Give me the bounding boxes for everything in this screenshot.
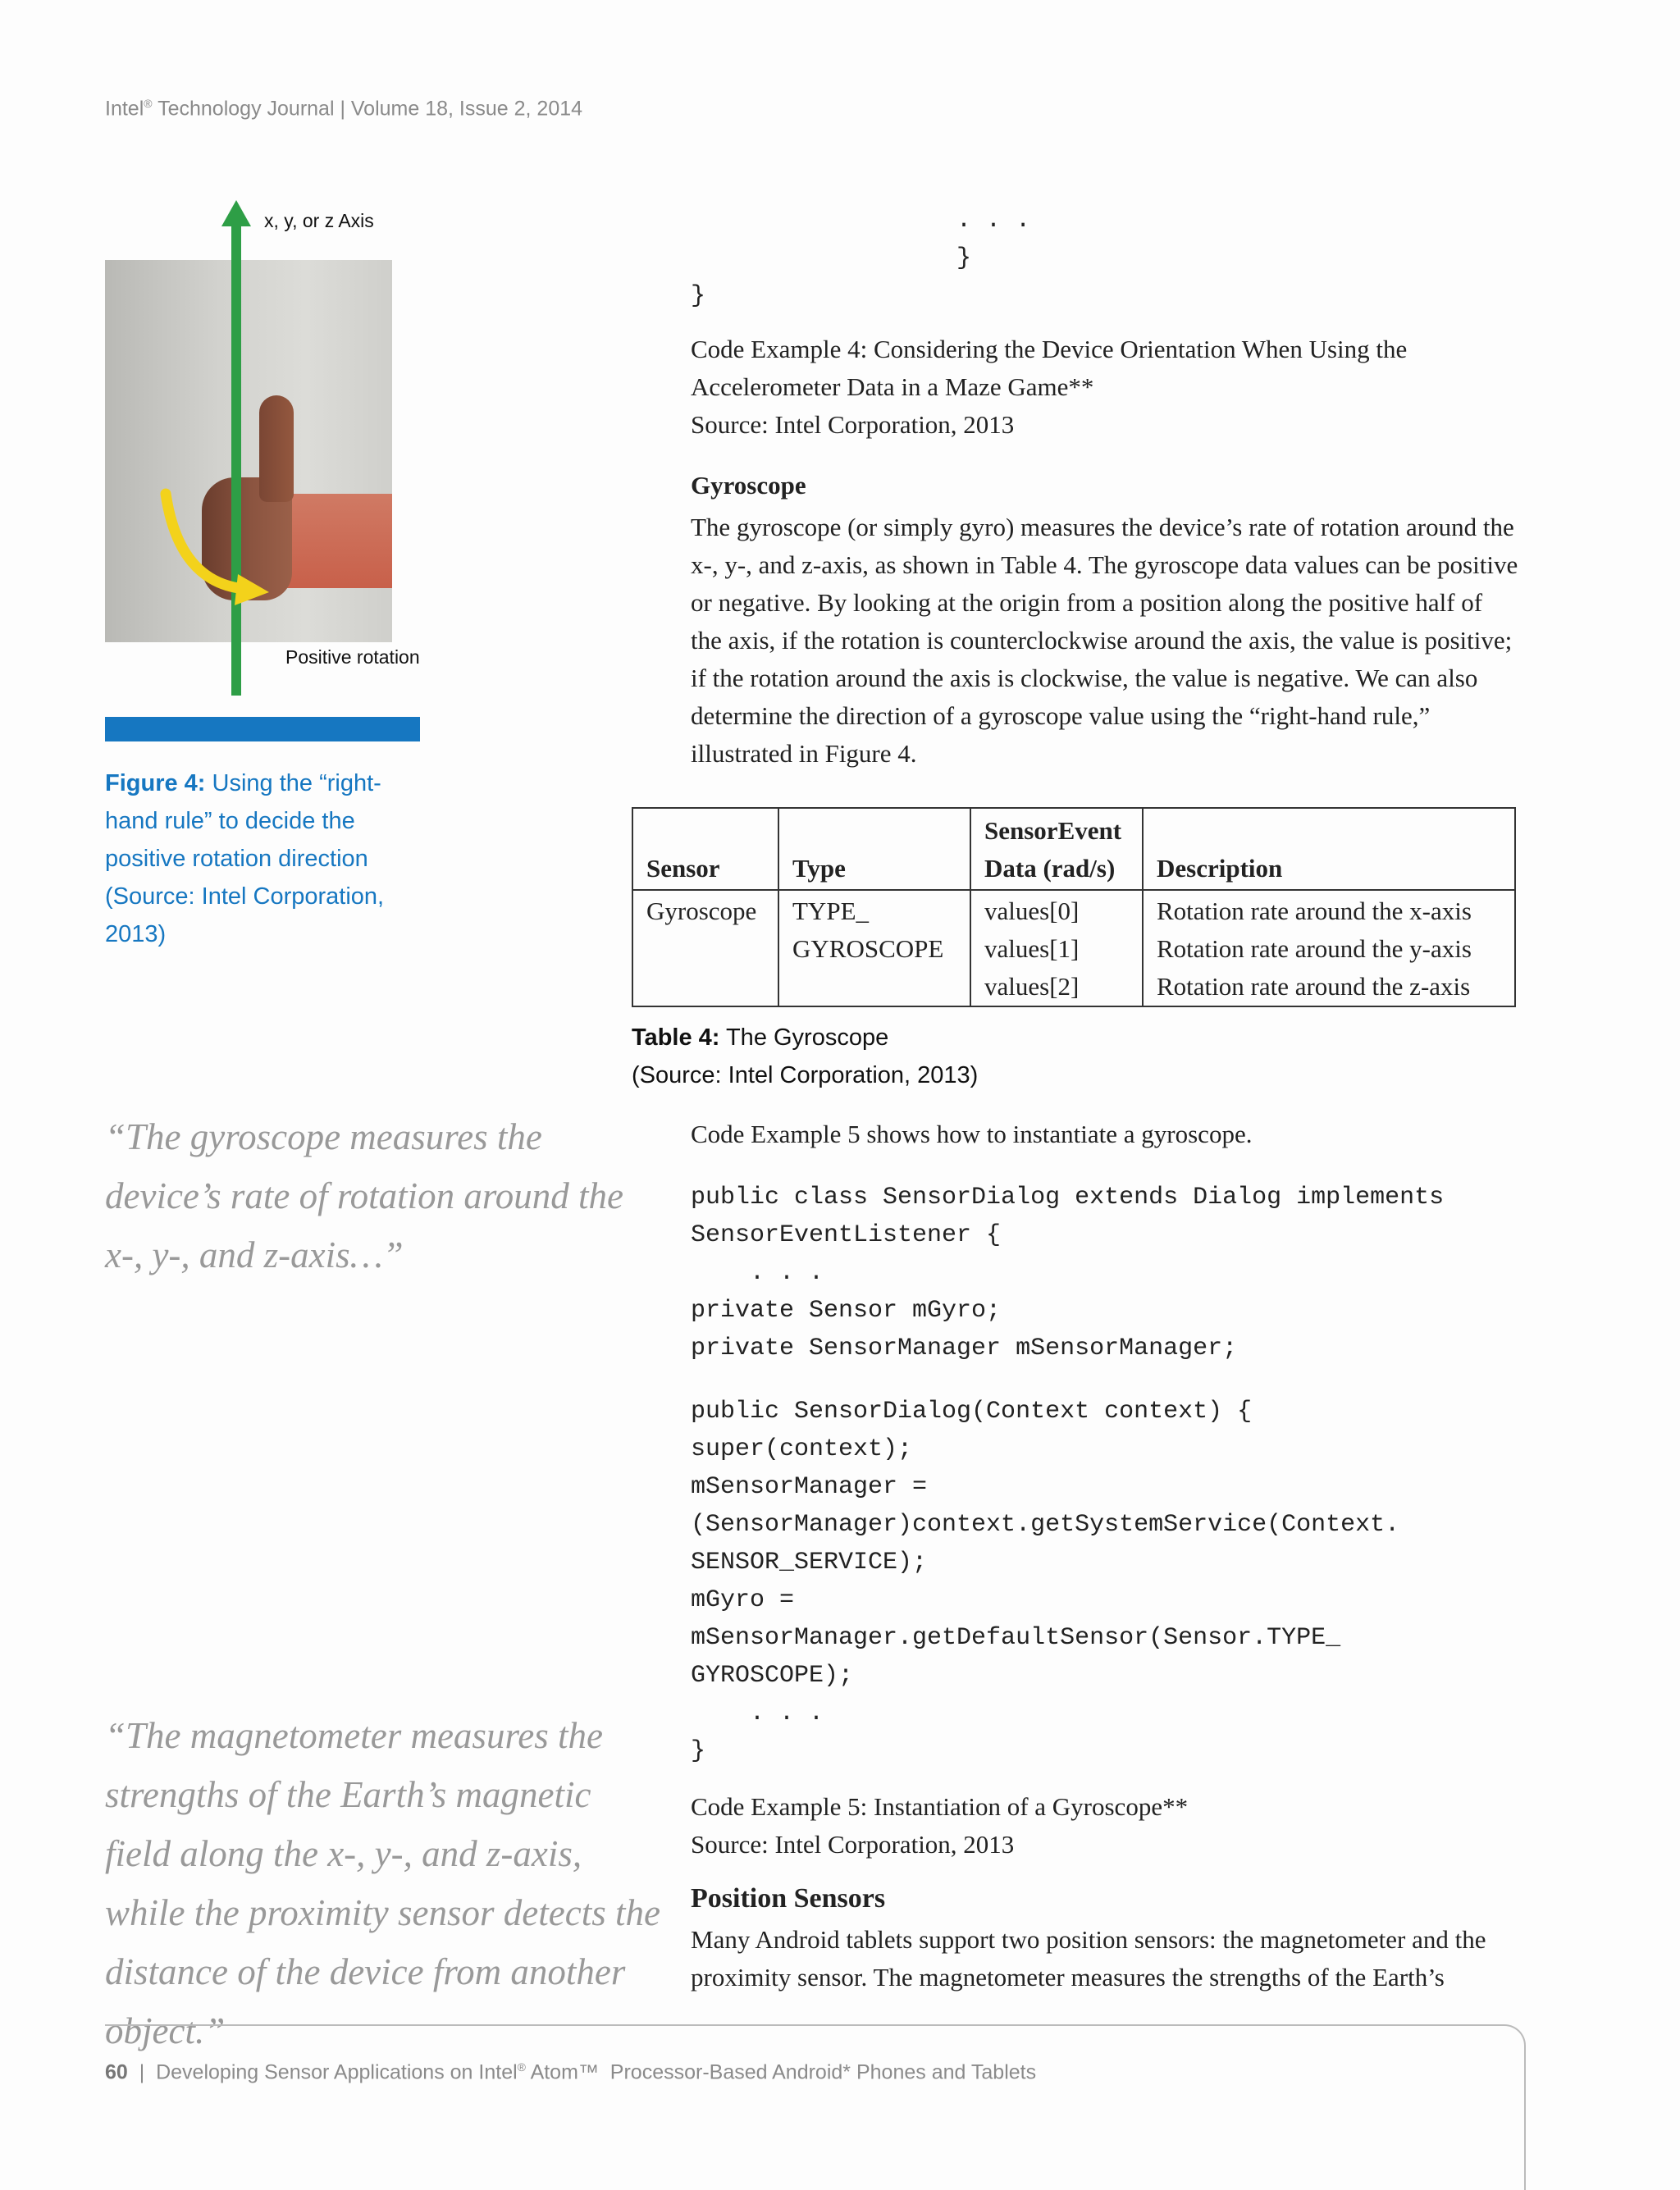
header-type: Type — [778, 808, 970, 890]
code-continuation: . . . } } — [691, 207, 1031, 310]
gyroscope-paragraph: The gyroscope (or simply gyro) measures the device’s rate of rotation around the x-, y-, and z-axis, as shown in Table 4. The gyroscope data values can be positive or negative. By looking at the origin from a position along the positive half of the axis, if the rotation is counterclockwise around the axis, the value is positive; if the rotation around the axis is clockwise, the value is negative. We can also determine the direction of a gyroscope value using the “right-hand rule,” illustrated in Figure 4. — [691, 513, 1518, 768]
footer-rule — [105, 2024, 1526, 2190]
header-sensor: Sensor — [632, 808, 778, 890]
rotation-arrow-head — [235, 574, 269, 605]
position-sensors-paragraph: Many Android tablets support two position sensors: the magnetometer and the proximity sensor. The magnetometer measures the strengths of the Earth’s — [691, 1925, 1486, 1992]
figure-caption-bar — [105, 717, 420, 741]
page-number: 60 — [105, 2060, 128, 2084]
axis-arrow-head — [221, 200, 251, 226]
running-header: Intel® Technology Journal | Volume 18, Issue 2, 2014 — [105, 97, 583, 121]
gyroscope-table — [632, 807, 1516, 1007]
code-example-4-caption: Code Example 4: Considering the Device Orientation When Using the Accelerometer Data in a Maze Game** Source: Intel Corporation, 2013 — [691, 335, 1408, 439]
code-example-5-intro: Code Example 5 shows how to instantiate a gyroscope. — [691, 1120, 1253, 1148]
cell-description: Rotation rate around the x-axis Rotation rate around the y-axis Rotation rate around the z-axis — [1143, 890, 1515, 1006]
table-caption: Table 4: The Gyroscope (Source: Intel Corporation, 2013) — [632, 1024, 979, 1088]
header-description: Description — [1143, 808, 1515, 890]
axis-arrow-shaft — [231, 220, 241, 696]
code-block-class-declaration: public class SensorDialog extends Dialog implements SensorEventListener { . . . private Sensor mGyro; private SensorManager mSensorManager; — [691, 1184, 1445, 1362]
code-example-5-caption: Code Example 5: Instantiation of a Gyroscope** Source: Intel Corporation, 2013 — [691, 1792, 1189, 1859]
cell-data: values[0] values[1] values[2] — [970, 890, 1143, 1006]
cell-sensor: Gyroscope — [632, 890, 778, 1006]
right-hand-rule-diagram — [82, 197, 427, 705]
pull-quote-gyroscope: “The gyroscope measures the device’s rate of rotation around the x-, y-, and z-axis…” — [105, 1116, 623, 1275]
code-block-constructor: public SensorDialog(Context context) { super(context); mSensorManager = (SensorManager)context.getSystemService(Context. SENSOR_SERVICE); mGyro = mSensorManager.getDefaultSensor(Sensor.TYPE_ GYROSCOPE); . . . } — [691, 1398, 1400, 1765]
figure-caption: Figure 4: Using the “right-hand rule” to decide the positive rotation direction (Source: Intel Corporation, 2013) — [105, 770, 385, 947]
table-row — [632, 890, 1515, 1006]
running-footer: 60 | Developing Sensor Applications on Intel® Atom™ Processor-Based Android* Phones and Tablets — [105, 2060, 1037, 2084]
gyroscope-heading: Gyroscope — [691, 471, 806, 500]
rotation-label: Positive rotation — [285, 646, 420, 668]
position-sensors-heading: Position Sensors — [691, 1883, 886, 1914]
table-header-row — [632, 808, 1515, 890]
axis-label: x, y, or z Axis — [264, 210, 374, 231]
pull-quote-magnetometer: “The magnetometer measures the strengths of the Earth’s magnetic field along the x-, y-, and z-axis, while the proximity sensor detects the distance of the device from another object.” — [105, 1715, 660, 2051]
header-data: SensorEvent Data (rad/s) — [970, 808, 1143, 890]
cell-type: TYPE_ GYROSCOPE — [778, 890, 970, 1006]
